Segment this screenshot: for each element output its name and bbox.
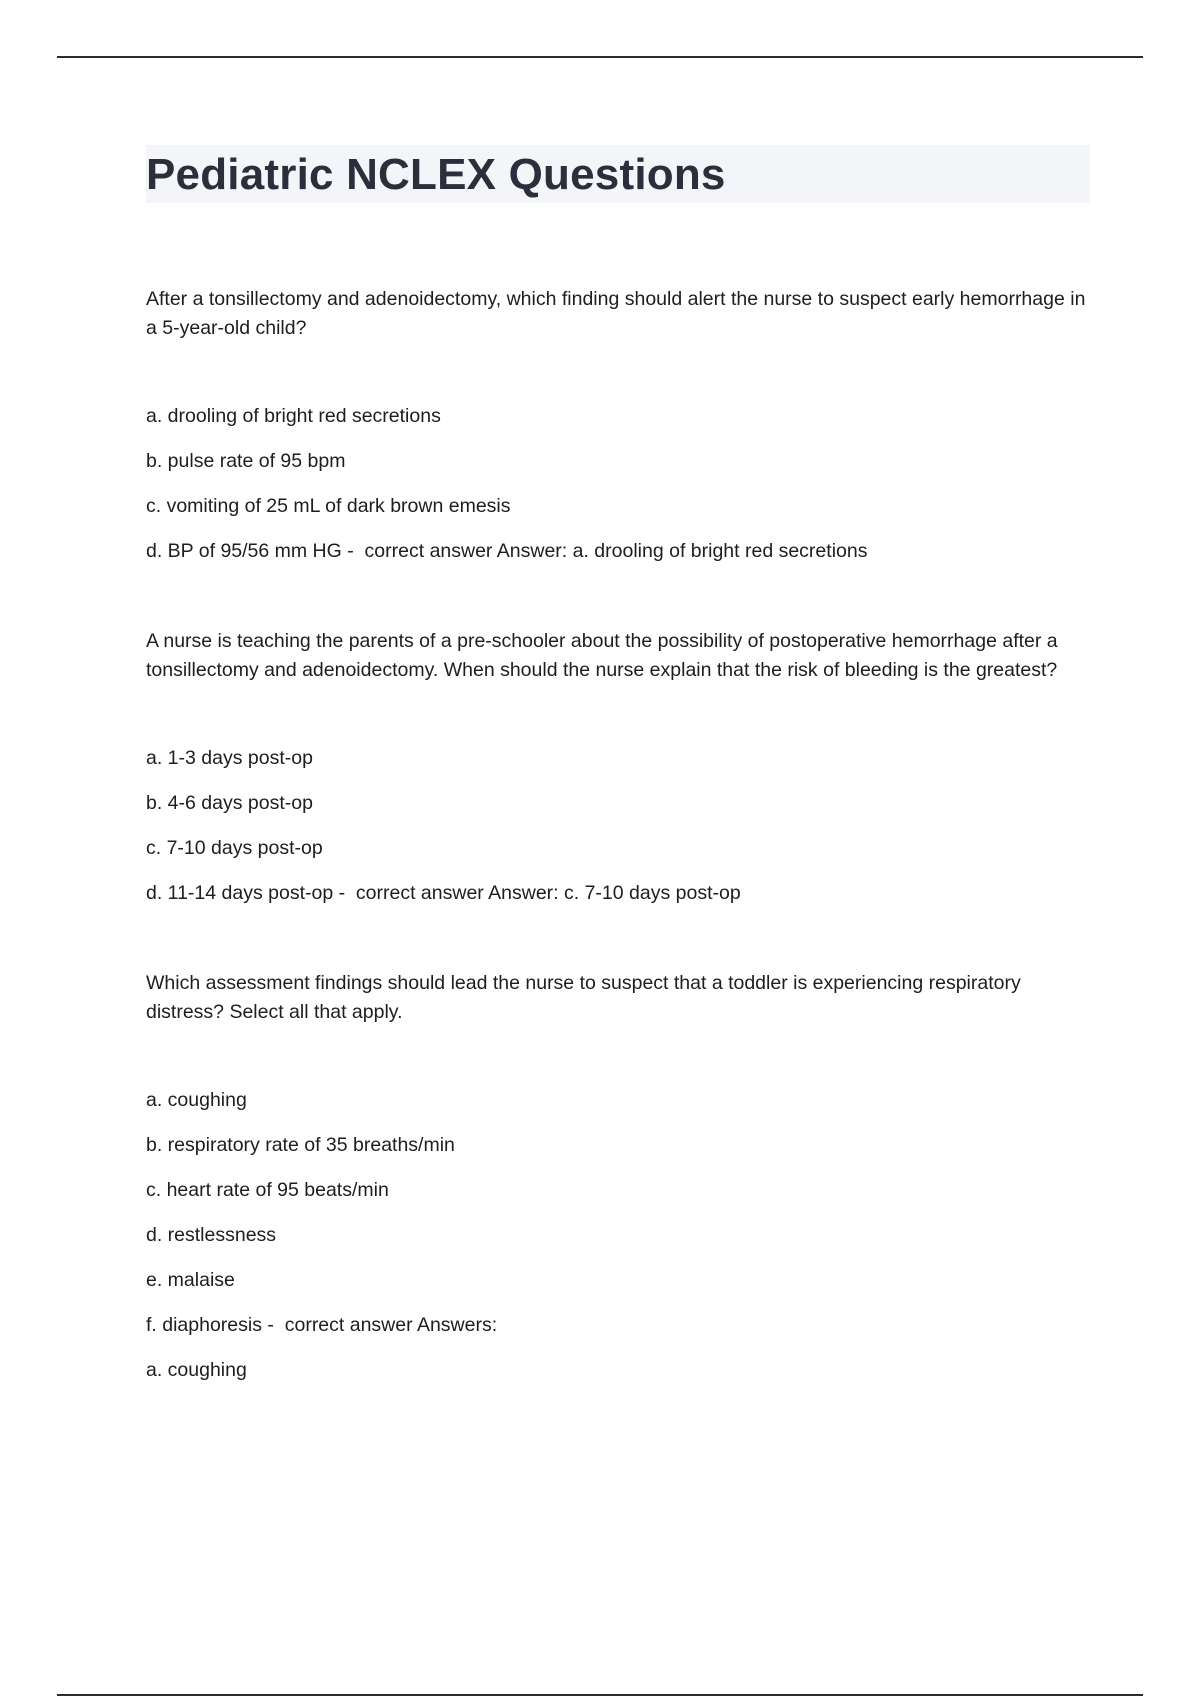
question-block: [146, 627, 1090, 905]
option-item: b. pulse rate of 95 bpm: [146, 450, 346, 472]
option-item: e. malaise: [146, 1269, 235, 1291]
option-item-with-answer: d. BP of 95/56 mm HG - correct answer Answer: a. drooling of bright red secretions: [146, 540, 868, 562]
option-item: c. vomiting of 25 mL of dark brown emesis: [146, 495, 511, 517]
option-item: a. coughing: [146, 1089, 247, 1111]
question-text: Which assessment findings should lead the nurse to suspect that a toddler is experiencing respiratory distress? Select all that apply.: [146, 972, 1021, 1023]
bottom-rule: [57, 1694, 1143, 1696]
option-list: [146, 404, 1090, 563]
answer-item: a. coughing: [146, 1359, 247, 1381]
title-band: [146, 145, 1090, 203]
question-text: After a tonsillectomy and adenoidectomy, which finding should alert the nurse to suspect early hemorrhage in a 5-year-old child?: [146, 288, 1086, 339]
option-item: c. heart rate of 95 beats/min: [146, 1179, 389, 1201]
option-item: a. 1-3 days post-op: [146, 747, 313, 769]
question-text: A nurse is teaching the parents of a pre-schooler about the possibility of postoperative hemorrhage after a tonsillectomy and adenoidectomy. When should the nurse explain that the risk of bleeding is the greatest?: [146, 630, 1058, 681]
option-item: d. restlessness: [146, 1224, 277, 1246]
top-rule: [57, 56, 1143, 58]
question-block: [146, 969, 1090, 1382]
question-list: [146, 285, 1090, 1382]
option-item: a. drooling of bright red secretions: [146, 405, 441, 427]
document-body: [146, 145, 1090, 1446]
option-item: c. 7-10 days post-op: [146, 837, 323, 859]
option-item: b. respiratory rate of 35 breaths/min: [146, 1134, 455, 1156]
option-list: [146, 746, 1090, 905]
question-block: [146, 285, 1090, 563]
option-item-with-answer: d. 11-14 days post-op - correct answer Answer: c. 7-10 days post-op: [146, 882, 741, 904]
page-title: Pediatric NCLEX Questions: [146, 150, 726, 199]
option-item: b. 4-6 days post-op: [146, 792, 313, 814]
option-item-with-answer: f. diaphoresis - correct answer Answers:: [146, 1314, 498, 1336]
option-list: [146, 1088, 1090, 1382]
